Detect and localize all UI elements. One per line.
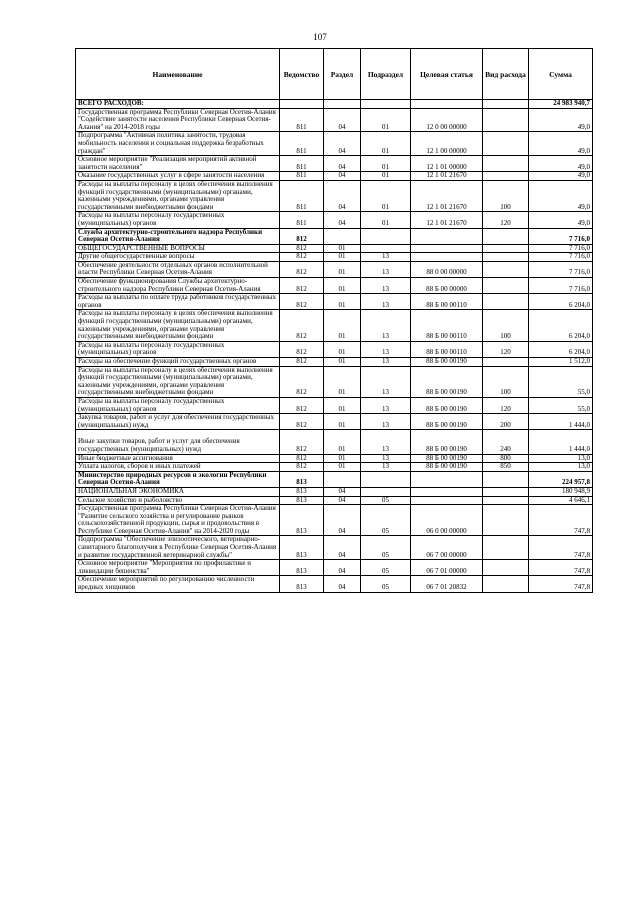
table-header-row <box>76 49 593 100</box>
cell-sum: 49,0 <box>529 172 593 181</box>
cell-sum: 49,0 <box>529 212 593 228</box>
cell-sum: 6 204,0 <box>529 294 593 310</box>
cell-name: Расходы на выплаты персоналу государственных (муниципальных) органов <box>76 341 280 357</box>
table-row <box>76 576 593 592</box>
cell-sum: 49,0 <box>529 132 593 156</box>
cell-section: 04 <box>324 180 361 211</box>
cell-sum: 24 983 940,7 <box>529 100 593 109</box>
cell-dept: 812 <box>280 454 324 463</box>
cell-subsection: 05 <box>361 576 411 592</box>
cell-exptype: 120 <box>483 341 529 357</box>
table-row <box>76 414 593 430</box>
cell-exptype: 100 <box>483 180 529 211</box>
cell-dept: 812 <box>280 228 324 244</box>
header-exptype: Вид расхода <box>483 49 529 100</box>
table-row <box>76 228 593 244</box>
cell-target: 88 Б 00 00190 <box>411 358 483 367</box>
cell-section: 01 <box>324 310 361 341</box>
cell-target: 06 7 01 00000 <box>411 560 483 576</box>
table-row <box>76 341 593 357</box>
cell-dept: 812 <box>280 463 324 472</box>
cell-exptype <box>483 228 529 244</box>
cell-exptype <box>483 505 529 536</box>
cell-subsection: 05 <box>361 536 411 560</box>
cell-subsection: 05 <box>361 560 411 576</box>
cell-dept: 812 <box>280 397 324 413</box>
cell-sum: 224 957,8 <box>529 471 593 487</box>
cell-name: ВСЕГО РАСХОДОВ: <box>76 100 280 109</box>
cell-exptype: 240 <box>483 430 529 454</box>
cell-sum: 6 204,0 <box>529 310 593 341</box>
cell-dept: 812 <box>280 358 324 367</box>
table-row <box>76 180 593 211</box>
header-subsection: Подраздел <box>361 49 411 100</box>
cell-exptype <box>483 100 529 109</box>
table-row <box>76 471 593 487</box>
cell-dept: 812 <box>280 278 324 294</box>
cell-section: 01 <box>324 278 361 294</box>
cell-target <box>411 471 483 487</box>
cell-subsection: 01 <box>361 108 411 132</box>
table-body <box>76 100 593 593</box>
cell-section: 01 <box>324 397 361 413</box>
cell-section: 04 <box>324 496 361 505</box>
header-name: Наименование <box>76 49 280 100</box>
cell-exptype <box>483 261 529 277</box>
cell-target: 88 Б 00 00190 <box>411 366 483 397</box>
cell-section: 01 <box>324 454 361 463</box>
cell-sum: 747,8 <box>529 536 593 560</box>
cell-sum: 747,8 <box>529 560 593 576</box>
cell-sum: 4 646,1 <box>529 496 593 505</box>
cell-dept: 812 <box>280 253 324 262</box>
cell-subsection: 01 <box>361 180 411 211</box>
cell-target <box>411 496 483 505</box>
cell-name: Расходы на выплаты по оплате труда работников государственных органов <box>76 294 280 310</box>
cell-dept: 812 <box>280 414 324 430</box>
cell-sum: 747,8 <box>529 505 593 536</box>
cell-exptype: 120 <box>483 212 529 228</box>
cell-exptype <box>483 358 529 367</box>
cell-section: 04 <box>324 576 361 592</box>
table-row <box>76 536 593 560</box>
cell-sum: 1 512,0 <box>529 358 593 367</box>
table-row <box>76 212 593 228</box>
cell-section: 01 <box>324 261 361 277</box>
cell-exptype <box>483 132 529 156</box>
table-row <box>76 294 593 310</box>
cell-name: Расходы на выплаты персоналу в целях обеспечения выполнения функций государственными (муниципальными) органами, казенными учреждениями, органами управления государственными внебюджетными фондами <box>76 180 280 211</box>
cell-section: 04 <box>324 560 361 576</box>
table-row <box>76 253 593 262</box>
cell-target: 88 Б 00 00190 <box>411 430 483 454</box>
cell-sum: 7 716,0 <box>529 228 593 244</box>
cell-target: 12 1 01 21670 <box>411 172 483 181</box>
cell-subsection: 13 <box>361 414 411 430</box>
cell-exptype <box>483 108 529 132</box>
cell-exptype <box>483 560 529 576</box>
cell-name: Обеспечение мероприятий по регулированию численности вредных хищников <box>76 576 280 592</box>
cell-subsection: 01 <box>361 212 411 228</box>
cell-target <box>411 228 483 244</box>
cell-dept: 813 <box>280 536 324 560</box>
cell-target: 88 Б 00 00190 <box>411 463 483 472</box>
cell-exptype <box>483 294 529 310</box>
cell-section: 01 <box>324 294 361 310</box>
cell-name: Расходы на выплаты персоналу в целях обеспечения выполнения функций государственными (муниципальными) органами, казенными учреждениями, органами управления государственными внебюджетными фондами <box>76 366 280 397</box>
cell-section: 01 <box>324 253 361 262</box>
cell-exptype: 100 <box>483 366 529 397</box>
cell-dept: 813 <box>280 576 324 592</box>
cell-target: 88 Б 00 00110 <box>411 341 483 357</box>
cell-target <box>411 100 483 109</box>
cell-dept: 811 <box>280 212 324 228</box>
cell-target: 06 7 00 00000 <box>411 536 483 560</box>
cell-subsection: 13 <box>361 294 411 310</box>
cell-dept: 813 <box>280 560 324 576</box>
cell-name: Расходы на выплаты персоналу в целях обеспечения выполнения функций государственными (муниципальными) органами, казенными учреждениями, органами управления государственными внебюджетными фондами <box>76 310 280 341</box>
cell-subsection: 13 <box>361 278 411 294</box>
cell-subsection: 01 <box>361 156 411 172</box>
cell-sum: 7 716,0 <box>529 278 593 294</box>
table-row <box>76 560 593 576</box>
cell-name: Служба архитектурно-строительного надзора Республики Северная Осетия-Алания <box>76 228 280 244</box>
cell-sum: 49,0 <box>529 156 593 172</box>
cell-section <box>324 100 361 109</box>
cell-section: 01 <box>324 341 361 357</box>
page-number: 107 <box>313 32 327 42</box>
cell-section: 04 <box>324 487 361 496</box>
table-row <box>76 108 593 132</box>
cell-dept: 813 <box>280 496 324 505</box>
cell-name: Иные бюджетные ассигнования <box>76 454 280 463</box>
table-row <box>76 430 593 454</box>
cell-subsection: 13 <box>361 253 411 262</box>
cell-subsection: 05 <box>361 505 411 536</box>
cell-name: Расходы на выплаты персоналу государственных (муниципальных) органов <box>76 397 280 413</box>
cell-target <box>411 244 483 253</box>
cell-sum: 747,8 <box>529 576 593 592</box>
cell-target: 88 0 00 00000 <box>411 261 483 277</box>
cell-sum: 180 948,9 <box>529 487 593 496</box>
cell-target <box>411 253 483 262</box>
cell-section: 04 <box>324 536 361 560</box>
cell-name: Сельское хозяйство и рыболовство <box>76 496 280 505</box>
cell-name: Обеспечение функционирования Службы архитектурно-строительного надзора Республики Северная Осетия-Алания <box>76 278 280 294</box>
cell-name: Министерство природных ресурсов и экологии Республики Северная Осетия-Алания <box>76 471 280 487</box>
cell-sum: 13,0 <box>529 463 593 472</box>
cell-subsection: 13 <box>361 310 411 341</box>
cell-exptype <box>483 576 529 592</box>
cell-subsection: 01 <box>361 172 411 181</box>
cell-name: Иные закупки товаров, работ и услуг для обеспечения государственных (муниципальных) нужд <box>76 430 280 454</box>
cell-sum: 55,0 <box>529 366 593 397</box>
cell-exptype: 120 <box>483 397 529 413</box>
cell-exptype <box>483 278 529 294</box>
cell-subsection: 13 <box>361 463 411 472</box>
table-row <box>76 100 593 109</box>
table-row <box>76 172 593 181</box>
cell-subsection <box>361 487 411 496</box>
cell-name: Подпрограмма "Обеспечение эпизоотического, ветеринарно-санитарного благополучия в Республике Северная Осетия-Алания и развитие государственной ветеринарной службы" <box>76 536 280 560</box>
cell-dept: 811 <box>280 180 324 211</box>
cell-exptype <box>483 253 529 262</box>
cell-section: 04 <box>324 505 361 536</box>
cell-section: 01 <box>324 366 361 397</box>
cell-name: Государственная программа Республики Северная Осетия-Алания "Содействие занятости населения Республики Северная Осетия-Алания" на 2014-2018 годы <box>76 108 280 132</box>
cell-dept: 811 <box>280 132 324 156</box>
header-target: Целевая статья <box>411 49 483 100</box>
cell-dept: 813 <box>280 487 324 496</box>
cell-name: Расходы на выплаты персоналу государственных (муниципальных) органов <box>76 212 280 228</box>
cell-section: 01 <box>324 430 361 454</box>
cell-sum: 6 204,0 <box>529 341 593 357</box>
cell-target: 88 Б 00 00110 <box>411 310 483 341</box>
cell-section: 04 <box>324 212 361 228</box>
cell-subsection <box>361 100 411 109</box>
cell-name: Другие общегосударственные вопросы <box>76 253 280 262</box>
cell-exptype <box>483 244 529 253</box>
cell-exptype <box>483 156 529 172</box>
cell-section: 04 <box>324 108 361 132</box>
cell-target: 12 1 01 21670 <box>411 180 483 211</box>
cell-subsection: 13 <box>361 430 411 454</box>
table-row <box>76 310 593 341</box>
cell-name: Закупка товаров, работ и услуг для обеспечения государственных (муниципальных) нужд <box>76 414 280 430</box>
cell-name: Оказание государственных услуг в сфере занятости населения <box>76 172 280 181</box>
cell-dept: 813 <box>280 505 324 536</box>
cell-exptype <box>483 487 529 496</box>
cell-exptype <box>483 536 529 560</box>
cell-subsection: 01 <box>361 132 411 156</box>
cell-target: 88 Б 00 00190 <box>411 397 483 413</box>
budget-table <box>75 48 593 593</box>
cell-dept: 811 <box>280 156 324 172</box>
cell-target: 06 0 00 00000 <box>411 505 483 536</box>
cell-target: 88 Б 00 00000 <box>411 278 483 294</box>
header-sum: Сумма <box>529 49 593 100</box>
cell-section <box>324 228 361 244</box>
cell-section: 01 <box>324 244 361 253</box>
cell-dept: 813 <box>280 471 324 487</box>
table-row <box>76 366 593 397</box>
table-row <box>76 454 593 463</box>
cell-subsection: 13 <box>361 358 411 367</box>
cell-name: Основное мероприятие "Реализация мероприятий активной занятости населения" <box>76 156 280 172</box>
cell-sum: 7 716,0 <box>529 244 593 253</box>
table-row <box>76 505 593 536</box>
cell-name: Подпрограмма "Активная политика занятости, трудовая мобильность населения и социальная поддержка безработных граждан" <box>76 132 280 156</box>
cell-subsection: 05 <box>361 496 411 505</box>
cell-section: 01 <box>324 463 361 472</box>
cell-target <box>411 487 483 496</box>
table-row <box>76 278 593 294</box>
cell-dept: 812 <box>280 310 324 341</box>
header-section: Раздел <box>324 49 361 100</box>
cell-subsection <box>361 471 411 487</box>
cell-section: 04 <box>324 132 361 156</box>
cell-section <box>324 471 361 487</box>
cell-sum: 49,0 <box>529 108 593 132</box>
cell-target: 12 1 00 00000 <box>411 132 483 156</box>
cell-target: 12 0 00 00000 <box>411 108 483 132</box>
table-row <box>76 156 593 172</box>
cell-name: Основное мероприятие "Мероприятия по профилактике и ликвидации бешенства" <box>76 560 280 576</box>
cell-section: 01 <box>324 414 361 430</box>
cell-sum: 7 716,0 <box>529 261 593 277</box>
table-row <box>76 463 593 472</box>
cell-name: Расходы на обеспечение функций государственных органов <box>76 358 280 367</box>
cell-target: 88 Б 00 00190 <box>411 414 483 430</box>
cell-exptype <box>483 471 529 487</box>
cell-sum: 13,0 <box>529 454 593 463</box>
table-row <box>76 496 593 505</box>
cell-name: НАЦИОНАЛЬНАЯ ЭКОНОМИКА <box>76 487 280 496</box>
cell-name: Государственная программа Республики Северная Осетия-Алания "Развитие сельского хозяйства и регулирование рынков сельскохозяйственной продукции, сырья и продовольствия в Республике Северная Осетия-Алания" на 2014-2020 годы <box>76 505 280 536</box>
table-row <box>76 244 593 253</box>
table-row <box>76 132 593 156</box>
cell-name: Обеспечение деятельности отдельных органов исполнительной власти Республики Северная Осетия-Алания <box>76 261 280 277</box>
cell-name: ОБЩЕГОСУДАРСТВЕННЫЕ ВОПРОСЫ <box>76 244 280 253</box>
cell-dept: 812 <box>280 366 324 397</box>
table-row <box>76 358 593 367</box>
cell-subsection: 13 <box>361 341 411 357</box>
cell-section: 01 <box>324 358 361 367</box>
cell-exptype: 850 <box>483 463 529 472</box>
cell-subsection: 13 <box>361 397 411 413</box>
cell-dept: 812 <box>280 294 324 310</box>
cell-sum: 55,0 <box>529 397 593 413</box>
cell-sum: 1 444,0 <box>529 414 593 430</box>
table-row <box>76 487 593 496</box>
cell-exptype: 100 <box>483 310 529 341</box>
cell-dept: 811 <box>280 172 324 181</box>
table-row <box>76 397 593 413</box>
cell-target: 88 Б 00 00110 <box>411 294 483 310</box>
cell-sum: 7 716,0 <box>529 253 593 262</box>
cell-sum: 49,0 <box>529 180 593 211</box>
cell-target: 88 Б 00 00190 <box>411 454 483 463</box>
cell-name: Уплата налогов, сборов и иных платежей <box>76 463 280 472</box>
cell-exptype: 800 <box>483 454 529 463</box>
cell-subsection: 13 <box>361 261 411 277</box>
header-dept: Ведомство <box>280 49 324 100</box>
cell-target: 06 7 01 20832 <box>411 576 483 592</box>
cell-subsection: 13 <box>361 366 411 397</box>
cell-exptype <box>483 172 529 181</box>
cell-exptype: 200 <box>483 414 529 430</box>
cell-dept: 812 <box>280 341 324 357</box>
cell-section: 04 <box>324 156 361 172</box>
cell-dept: 812 <box>280 430 324 454</box>
cell-sum: 1 444,0 <box>529 430 593 454</box>
cell-target: 12 1 01 00000 <box>411 156 483 172</box>
table-row <box>76 261 593 277</box>
cell-target: 12 1 01 21670 <box>411 212 483 228</box>
cell-section: 04 <box>324 172 361 181</box>
cell-subsection: 13 <box>361 454 411 463</box>
cell-exptype <box>483 496 529 505</box>
cell-dept: 811 <box>280 108 324 132</box>
cell-subsection <box>361 244 411 253</box>
cell-dept <box>280 100 324 109</box>
cell-dept: 812 <box>280 261 324 277</box>
cell-dept: 812 <box>280 244 324 253</box>
cell-subsection <box>361 228 411 244</box>
